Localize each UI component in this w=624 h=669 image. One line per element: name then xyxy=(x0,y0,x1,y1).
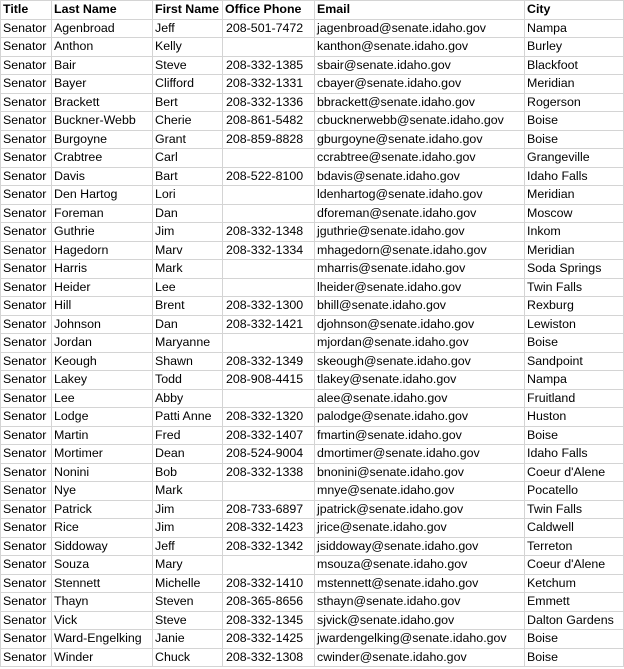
table-row xyxy=(1,56,624,75)
table-row xyxy=(1,408,624,427)
table-row xyxy=(1,186,624,205)
header-first-name[interactable]: First Name xyxy=(153,1,223,20)
cell-email[interactable]: djohnson@senate.idaho.gov xyxy=(315,315,525,334)
cell-title[interactable]: Senator xyxy=(1,112,52,131)
table-row xyxy=(1,463,624,482)
cell-title[interactable]: Senator xyxy=(1,630,52,649)
cell-first-name[interactable]: Patti Anne xyxy=(153,408,223,427)
cell-city[interactable]: Moscow xyxy=(525,204,624,223)
table-row xyxy=(1,611,624,630)
cell-title[interactable]: Senator xyxy=(1,371,52,390)
cell-email[interactable]: jpatrick@senate.idaho.gov xyxy=(315,500,525,519)
header-office-phone[interactable]: Office Phone xyxy=(223,1,315,20)
cell-first-name[interactable]: Janie xyxy=(153,630,223,649)
cell-title[interactable]: Senator xyxy=(1,93,52,112)
cell-last-name[interactable]: Buckner-Webb xyxy=(52,112,153,131)
cell-email[interactable]: tlakey@senate.idaho.gov xyxy=(315,371,525,390)
cell-office-phone[interactable] xyxy=(223,334,315,353)
cell-first-name[interactable]: Lee xyxy=(153,278,223,297)
cell-last-name[interactable]: Mortimer xyxy=(52,445,153,464)
cell-office-phone[interactable]: 208-522-8100 xyxy=(223,167,315,186)
table-row xyxy=(1,500,624,519)
cell-last-name[interactable]: Davis xyxy=(52,167,153,186)
cell-office-phone[interactable]: 208-332-1334 xyxy=(223,241,315,260)
cell-title[interactable]: Senator xyxy=(1,574,52,593)
cell-city[interactable]: Pocatello xyxy=(525,482,624,501)
cell-city[interactable]: Lewiston xyxy=(525,315,624,334)
cell-last-name[interactable]: Bayer xyxy=(52,75,153,94)
cell-office-phone[interactable]: 208-859-8828 xyxy=(223,130,315,149)
cell-city[interactable]: Boise xyxy=(525,426,624,445)
cell-office-phone[interactable]: 208-332-1421 xyxy=(223,315,315,334)
table-row xyxy=(1,241,624,260)
cell-first-name[interactable]: Chuck xyxy=(153,648,223,667)
cell-office-phone[interactable]: 208-332-1425 xyxy=(223,630,315,649)
cell-office-phone[interactable]: 208-332-1338 xyxy=(223,463,315,482)
cell-office-phone[interactable]: 208-332-1348 xyxy=(223,223,315,242)
table-row xyxy=(1,519,624,538)
cell-email[interactable]: jrice@senate.idaho.gov xyxy=(315,519,525,538)
cell-city[interactable]: Grangeville xyxy=(525,149,624,168)
cell-email[interactable]: bhill@senate.idaho.gov xyxy=(315,297,525,316)
cell-email[interactable]: mjordan@senate.idaho.gov xyxy=(315,334,525,353)
cell-title[interactable]: Senator xyxy=(1,408,52,427)
cell-title[interactable]: Senator xyxy=(1,426,52,445)
cell-email[interactable]: palodge@senate.idaho.gov xyxy=(315,408,525,427)
cell-office-phone[interactable]: 208-861-5482 xyxy=(223,112,315,131)
cell-last-name[interactable]: Johnson xyxy=(52,315,153,334)
cell-title[interactable]: Senator xyxy=(1,593,52,612)
cell-city[interactable]: Ketchum xyxy=(525,574,624,593)
cell-first-name[interactable]: Kelly xyxy=(153,38,223,57)
cell-last-name[interactable]: Jordan xyxy=(52,334,153,353)
cell-email[interactable]: sthayn@senate.idaho.gov xyxy=(315,593,525,612)
cell-first-name[interactable]: Michelle xyxy=(153,574,223,593)
table-row xyxy=(1,75,624,94)
cell-email[interactable]: fmartin@senate.idaho.gov xyxy=(315,426,525,445)
cell-last-name[interactable]: Crabtree xyxy=(52,149,153,168)
cell-office-phone[interactable]: 208-332-1423 xyxy=(223,519,315,538)
cell-first-name[interactable]: Abby xyxy=(153,389,223,408)
table-row xyxy=(1,389,624,408)
table-row xyxy=(1,278,624,297)
cell-office-phone[interactable]: 208-332-1331 xyxy=(223,75,315,94)
cell-city[interactable]: Boise xyxy=(525,648,624,667)
cell-city[interactable]: Huston xyxy=(525,408,624,427)
cell-last-name[interactable]: Bair xyxy=(52,56,153,75)
cell-title[interactable]: Senator xyxy=(1,241,52,260)
table-row xyxy=(1,426,624,445)
cell-city[interactable]: Burley xyxy=(525,38,624,57)
cell-title[interactable]: Senator xyxy=(1,204,52,223)
cell-city[interactable]: Caldwell xyxy=(525,519,624,538)
cell-last-name[interactable]: Heider xyxy=(52,278,153,297)
cell-first-name[interactable]: Jeff xyxy=(153,19,223,38)
cell-email[interactable]: ldenhartog@senate.idaho.gov xyxy=(315,186,525,205)
cell-email[interactable]: jagenbroad@senate.idaho.gov xyxy=(315,19,525,38)
cell-first-name[interactable]: Jim xyxy=(153,519,223,538)
cell-title[interactable]: Senator xyxy=(1,38,52,57)
cell-first-name[interactable]: Clifford xyxy=(153,75,223,94)
cell-first-name[interactable]: Shawn xyxy=(153,352,223,371)
table-row xyxy=(1,648,624,667)
cell-last-name[interactable]: Foreman xyxy=(52,204,153,223)
cell-last-name[interactable]: Burgoyne xyxy=(52,130,153,149)
cell-title[interactable]: Senator xyxy=(1,223,52,242)
cell-city[interactable]: Boise xyxy=(525,112,624,131)
cell-title[interactable]: Senator xyxy=(1,352,52,371)
cell-city[interactable]: Soda Springs xyxy=(525,260,624,279)
cell-office-phone[interactable] xyxy=(223,149,315,168)
cell-title[interactable]: Senator xyxy=(1,19,52,38)
cell-first-name[interactable]: Grant xyxy=(153,130,223,149)
cell-city[interactable]: Meridian xyxy=(525,186,624,205)
cell-office-phone[interactable] xyxy=(223,482,315,501)
cell-first-name[interactable]: Bob xyxy=(153,463,223,482)
cell-city[interactable]: Nampa xyxy=(525,19,624,38)
cell-email[interactable]: kanthon@senate.idaho.gov xyxy=(315,38,525,57)
header-row xyxy=(1,1,624,20)
cell-email[interactable]: sbair@senate.idaho.gov xyxy=(315,56,525,75)
table-row xyxy=(1,223,624,242)
cell-city[interactable]: Nampa xyxy=(525,371,624,390)
cell-office-phone[interactable]: 208-332-1410 xyxy=(223,574,315,593)
cell-first-name[interactable]: Bert xyxy=(153,93,223,112)
cell-email[interactable]: bnonini@senate.idaho.gov xyxy=(315,463,525,482)
cell-first-name[interactable]: Lori xyxy=(153,186,223,205)
table-row xyxy=(1,130,624,149)
cell-title[interactable]: Senator xyxy=(1,482,52,501)
cell-last-name[interactable]: Keough xyxy=(52,352,153,371)
cell-city[interactable]: Sandpoint xyxy=(525,352,624,371)
cell-last-name[interactable]: Hagedorn xyxy=(52,241,153,260)
cell-office-phone[interactable]: 208-332-1308 xyxy=(223,648,315,667)
cell-email[interactable]: cbayer@senate.idaho.gov xyxy=(315,75,525,94)
cell-office-phone[interactable] xyxy=(223,38,315,57)
cell-last-name[interactable]: Agenbroad xyxy=(52,19,153,38)
cell-first-name[interactable]: Dean xyxy=(153,445,223,464)
cell-last-name[interactable]: Anthon xyxy=(52,38,153,57)
cell-last-name[interactable]: Thayn xyxy=(52,593,153,612)
cell-title[interactable]: Senator xyxy=(1,149,52,168)
cell-last-name[interactable]: Lee xyxy=(52,389,153,408)
cell-last-name[interactable]: Souza xyxy=(52,556,153,575)
cell-last-name[interactable]: Den Hartog xyxy=(52,186,153,205)
cell-city[interactable]: Dalton Gardens xyxy=(525,611,624,630)
cell-office-phone[interactable]: 208-733-6897 xyxy=(223,500,315,519)
cell-city[interactable]: Rexburg xyxy=(525,297,624,316)
cell-city[interactable]: Twin Falls xyxy=(525,500,624,519)
cell-last-name[interactable]: Nye xyxy=(52,482,153,501)
cell-office-phone[interactable] xyxy=(223,186,315,205)
cell-office-phone[interactable]: 208-524-9004 xyxy=(223,445,315,464)
cell-office-phone[interactable]: 208-332-1345 xyxy=(223,611,315,630)
cell-city[interactable]: Fruitland xyxy=(525,389,624,408)
table-row xyxy=(1,204,624,223)
cell-email[interactable]: ccrabtree@senate.idaho.gov xyxy=(315,149,525,168)
cell-title[interactable]: Senator xyxy=(1,130,52,149)
cell-city[interactable]: Blackfoot xyxy=(525,56,624,75)
cell-email[interactable]: cbucknerwebb@senate.idaho.gov xyxy=(315,112,525,131)
cell-email[interactable]: lheider@senate.idaho.gov xyxy=(315,278,525,297)
header-city[interactable]: City xyxy=(525,1,624,20)
cell-last-name[interactable]: Guthrie xyxy=(52,223,153,242)
cell-first-name[interactable]: Jeff xyxy=(153,537,223,556)
cell-city[interactable]: Boise xyxy=(525,334,624,353)
cell-city[interactable]: Twin Falls xyxy=(525,278,624,297)
cell-email[interactable]: cwinder@senate.idaho.gov xyxy=(315,648,525,667)
table-row xyxy=(1,19,624,38)
cell-office-phone[interactable]: 208-332-1336 xyxy=(223,93,315,112)
cell-title[interactable]: Senator xyxy=(1,389,52,408)
table-row xyxy=(1,593,624,612)
cell-first-name[interactable]: Steve xyxy=(153,611,223,630)
cell-email[interactable]: alee@senate.idaho.gov xyxy=(315,389,525,408)
cell-email[interactable]: jwardengelking@senate.idaho.gov xyxy=(315,630,525,649)
cell-first-name[interactable]: Steven xyxy=(153,593,223,612)
cell-first-name[interactable]: Carl xyxy=(153,149,223,168)
cell-last-name[interactable]: Hill xyxy=(52,297,153,316)
cell-city[interactable]: Inkom xyxy=(525,223,624,242)
table-row xyxy=(1,93,624,112)
cell-last-name[interactable]: Martin xyxy=(52,426,153,445)
cell-last-name[interactable]: Nonini xyxy=(52,463,153,482)
cell-title[interactable]: Senator xyxy=(1,260,52,279)
cell-office-phone[interactable] xyxy=(223,204,315,223)
cell-last-name[interactable]: Winder xyxy=(52,648,153,667)
cell-first-name[interactable]: Steve xyxy=(153,56,223,75)
cell-email[interactable]: bbrackett@senate.idaho.gov xyxy=(315,93,525,112)
cell-first-name[interactable]: Bart xyxy=(153,167,223,186)
cell-email[interactable]: bdavis@senate.idaho.gov xyxy=(315,167,525,186)
cell-email[interactable]: msouza@senate.idaho.gov xyxy=(315,556,525,575)
cell-title[interactable]: Senator xyxy=(1,297,52,316)
cell-last-name[interactable]: Vick xyxy=(52,611,153,630)
cell-city[interactable]: Meridian xyxy=(525,75,624,94)
cell-title[interactable]: Senator xyxy=(1,315,52,334)
cell-office-phone[interactable]: 208-501-7472 xyxy=(223,19,315,38)
cell-first-name[interactable]: Jim xyxy=(153,223,223,242)
cell-city[interactable]: Boise xyxy=(525,630,624,649)
table-row xyxy=(1,334,624,353)
cell-title[interactable]: Senator xyxy=(1,648,52,667)
cell-office-phone[interactable]: 208-332-1342 xyxy=(223,537,315,556)
cell-title[interactable]: Senator xyxy=(1,519,52,538)
cell-last-name[interactable]: Stennett xyxy=(52,574,153,593)
cell-title[interactable]: Senator xyxy=(1,75,52,94)
cell-city[interactable]: Boise xyxy=(525,130,624,149)
cell-last-name[interactable]: Rice xyxy=(52,519,153,538)
cell-office-phone[interactable]: 208-332-1320 xyxy=(223,408,315,427)
table-row xyxy=(1,630,624,649)
cell-title[interactable]: Senator xyxy=(1,334,52,353)
table-body xyxy=(1,19,624,667)
cell-office-phone[interactable]: 208-332-1385 xyxy=(223,56,315,75)
cell-email[interactable]: sjvick@senate.idaho.gov xyxy=(315,611,525,630)
cell-email[interactable]: skeough@senate.idaho.gov xyxy=(315,352,525,371)
cell-title[interactable]: Senator xyxy=(1,463,52,482)
cell-city[interactable]: Rogerson xyxy=(525,93,624,112)
table-row xyxy=(1,445,624,464)
cell-city[interactable]: Coeur d'Alene xyxy=(525,556,624,575)
cell-email[interactable]: mharris@senate.idaho.gov xyxy=(315,260,525,279)
table-row xyxy=(1,315,624,334)
cell-first-name[interactable]: Marv xyxy=(153,241,223,260)
cell-email[interactable]: jguthrie@senate.idaho.gov xyxy=(315,223,525,242)
header-email[interactable]: Email xyxy=(315,1,525,20)
table-row xyxy=(1,112,624,131)
cell-last-name[interactable]: Ward-Engelking xyxy=(52,630,153,649)
cell-title[interactable]: Senator xyxy=(1,445,52,464)
cell-last-name[interactable]: Patrick xyxy=(52,500,153,519)
table-row xyxy=(1,556,624,575)
cell-first-name[interactable]: Mark xyxy=(153,260,223,279)
cell-city[interactable]: Terreton xyxy=(525,537,624,556)
table-row xyxy=(1,149,624,168)
cell-city[interactable]: Idaho Falls xyxy=(525,167,624,186)
cell-last-name[interactable]: Lodge xyxy=(52,408,153,427)
table-row xyxy=(1,482,624,501)
cell-office-phone[interactable]: 208-332-1349 xyxy=(223,352,315,371)
cell-office-phone[interactable] xyxy=(223,389,315,408)
cell-office-phone[interactable] xyxy=(223,260,315,279)
cell-first-name[interactable]: Brent xyxy=(153,297,223,316)
cell-title[interactable]: Senator xyxy=(1,56,52,75)
cell-email[interactable]: mnye@senate.idaho.gov xyxy=(315,482,525,501)
cell-title[interactable]: Senator xyxy=(1,278,52,297)
cell-email[interactable]: dmortimer@senate.idaho.gov xyxy=(315,445,525,464)
cell-office-phone[interactable] xyxy=(223,278,315,297)
cell-first-name[interactable]: Dan xyxy=(153,315,223,334)
cell-first-name[interactable]: Cherie xyxy=(153,112,223,131)
cell-office-phone[interactable]: 208-332-1407 xyxy=(223,426,315,445)
table-row xyxy=(1,297,624,316)
table-row xyxy=(1,260,624,279)
cell-title[interactable]: Senator xyxy=(1,556,52,575)
header-last-name[interactable]: Last Name xyxy=(52,1,153,20)
cell-office-phone[interactable]: 208-365-8656 xyxy=(223,593,315,612)
cell-email[interactable]: gburgoyne@senate.idaho.gov xyxy=(315,130,525,149)
cell-last-name[interactable]: Siddoway xyxy=(52,537,153,556)
table-row xyxy=(1,352,624,371)
cell-email[interactable]: dforeman@senate.idaho.gov xyxy=(315,204,525,223)
cell-first-name[interactable]: Todd xyxy=(153,371,223,390)
cell-email[interactable]: mhagedorn@senate.idaho.gov xyxy=(315,241,525,260)
cell-title[interactable]: Senator xyxy=(1,167,52,186)
cell-email[interactable]: jsiddoway@senate.idaho.gov xyxy=(315,537,525,556)
table-row xyxy=(1,574,624,593)
cell-title[interactable]: Senator xyxy=(1,500,52,519)
cell-office-phone[interactable]: 208-332-1300 xyxy=(223,297,315,316)
cell-first-name[interactable]: Mark xyxy=(153,482,223,501)
cell-first-name[interactable]: Dan xyxy=(153,204,223,223)
cell-first-name[interactable]: Jim xyxy=(153,500,223,519)
cell-first-name[interactable]: Fred xyxy=(153,426,223,445)
cell-first-name[interactable]: Maryanne xyxy=(153,334,223,353)
cell-city[interactable]: Idaho Falls xyxy=(525,445,624,464)
cell-city[interactable]: Coeur d'Alene xyxy=(525,463,624,482)
cell-last-name[interactable]: Lakey xyxy=(52,371,153,390)
cell-title[interactable]: Senator xyxy=(1,611,52,630)
cell-city[interactable]: Meridian xyxy=(525,241,624,260)
cell-office-phone[interactable]: 208-908-4415 xyxy=(223,371,315,390)
cell-title[interactable]: Senator xyxy=(1,186,52,205)
table-row xyxy=(1,167,624,186)
table-row xyxy=(1,38,624,57)
cell-title[interactable]: Senator xyxy=(1,537,52,556)
cell-first-name[interactable]: Mary xyxy=(153,556,223,575)
cell-city[interactable]: Emmett xyxy=(525,593,624,612)
cell-office-phone[interactable] xyxy=(223,556,315,575)
table-row xyxy=(1,371,624,390)
cell-last-name[interactable]: Harris xyxy=(52,260,153,279)
header-title[interactable]: Title xyxy=(1,1,52,20)
cell-last-name[interactable]: Brackett xyxy=(52,93,153,112)
table-row xyxy=(1,537,624,556)
cell-email[interactable]: mstennett@senate.idaho.gov xyxy=(315,574,525,593)
